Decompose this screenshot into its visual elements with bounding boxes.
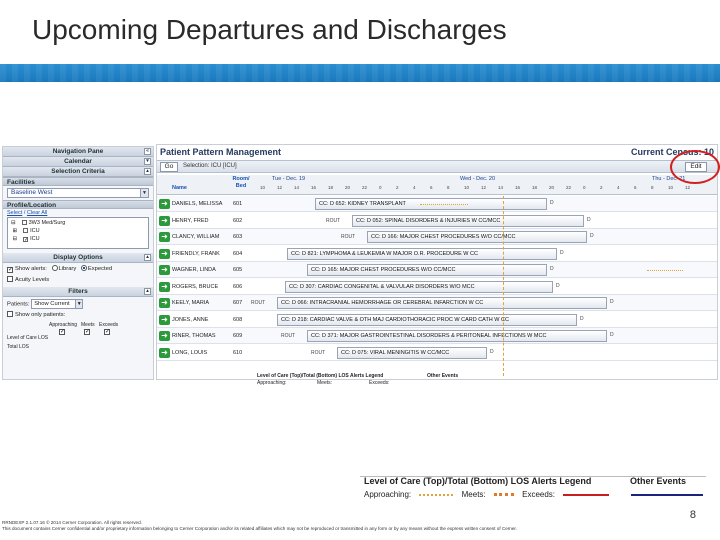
discharge-marker: D bbox=[587, 216, 591, 223]
app-screenshot bbox=[0, 140, 720, 400]
approaching-indicator bbox=[420, 204, 468, 205]
acuity-checkbox[interactable] bbox=[7, 276, 13, 282]
discharge-marker: D bbox=[560, 249, 564, 256]
discharge-marker: D bbox=[580, 315, 584, 322]
approaching-dotted-line bbox=[419, 494, 453, 496]
legend-meets: Meets: bbox=[461, 490, 486, 499]
hour-tick-label: 6 bbox=[634, 185, 637, 190]
hour-tick-label: 2 bbox=[600, 185, 603, 190]
collapse-icon[interactable]: ▴ bbox=[144, 254, 151, 261]
navigation-pane-header bbox=[3, 147, 153, 157]
table-row[interactable] bbox=[157, 295, 717, 311]
table-row[interactable] bbox=[157, 312, 717, 328]
filters-header[interactable] bbox=[3, 287, 153, 297]
go-arrow-icon[interactable]: ➜ bbox=[159, 265, 170, 275]
discharge-marker: D bbox=[610, 299, 614, 305]
expand-icon[interactable]: ▾ bbox=[144, 158, 151, 165]
hour-tick-label: 20 bbox=[549, 185, 555, 190]
discharge-marker: D bbox=[550, 266, 554, 272]
hour-tick-label: 14 bbox=[294, 185, 300, 190]
patient-name[interactable]: HENRY, FRED bbox=[172, 217, 209, 224]
rout-label: ROUT bbox=[341, 234, 356, 240]
exceeds-line bbox=[563, 494, 609, 496]
toolbar bbox=[157, 160, 717, 173]
select-link[interactable]: Select bbox=[7, 210, 23, 216]
rout-label: ROUT bbox=[311, 349, 326, 356]
loc-los-label: Level of Care LOS bbox=[7, 335, 49, 341]
patients-filter bbox=[7, 299, 149, 309]
exceeds-col: Exceeds bbox=[99, 322, 119, 328]
hour-tick-label: 18 bbox=[532, 185, 538, 190]
discharge-marker: D bbox=[490, 348, 494, 355]
care-bar[interactable]: CC: D 652: KIDNEY TRANSPLANT bbox=[315, 198, 547, 210]
legend-approaching: Approaching: bbox=[364, 490, 412, 499]
hour-tick-label: 4 bbox=[413, 185, 416, 190]
table-row[interactable] bbox=[157, 328, 717, 344]
show-alerts-row bbox=[7, 265, 149, 274]
patient-name[interactable]: DANIELS, MELISSA bbox=[172, 201, 223, 207]
go-arrow-icon[interactable]: ➜ bbox=[159, 315, 170, 325]
patient-name[interactable]: WAGNER, LINDA bbox=[172, 267, 216, 273]
go-arrow-icon[interactable]: ➜ bbox=[159, 232, 170, 242]
hour-tick-label: 10 bbox=[260, 185, 266, 190]
footer-confidential: This document contains Cerner confidential and/or proprietary information belonging to Cerner Corporation and/or its related affiliates which may not be reproduced or transmitted in any form or by any means without the express written consent of Cerner. bbox=[2, 526, 517, 531]
hour-tick-label: 6 bbox=[430, 185, 433, 190]
hour-tick-label: 20 bbox=[345, 185, 351, 190]
legend-exceeds: Exceeds: bbox=[522, 490, 556, 499]
patients-label: Patients: bbox=[7, 301, 30, 308]
patient-name[interactable]: ROGERS, BRUCE bbox=[172, 283, 219, 290]
footer bbox=[2, 520, 702, 532]
tree-node[interactable]: ⊟ 3W3 Med/Surg bbox=[11, 220, 66, 226]
approaching-indicator bbox=[647, 270, 683, 271]
go-arrow-icon[interactable]: ➜ bbox=[159, 216, 170, 226]
care-bar[interactable]: CC: D 307: CARDIAC CONGENITAL & VALVULAR DISORDERS W/O MCC bbox=[285, 281, 553, 293]
patient-name[interactable]: RINER, THOMAS bbox=[172, 333, 216, 339]
hour-tick-label: 8 bbox=[447, 185, 450, 190]
show-only-label: Show only patients: bbox=[15, 312, 66, 318]
hour-tick-label: 12 bbox=[481, 185, 487, 190]
patient-room: 602 bbox=[233, 217, 243, 224]
display-options-header[interactable] bbox=[3, 253, 153, 263]
small-exceeds: Exceeds: bbox=[369, 380, 390, 386]
calendar-title: Calendar bbox=[64, 158, 92, 165]
hour-tick-label: 12 bbox=[685, 185, 691, 190]
go-button[interactable]: Go bbox=[160, 162, 178, 172]
navigation-pane bbox=[2, 146, 154, 380]
approaching-col: Approaching bbox=[49, 322, 78, 328]
acuity-row bbox=[7, 276, 149, 285]
table-row[interactable] bbox=[157, 196, 717, 212]
page-number: 8 bbox=[689, 509, 696, 521]
other-events-line bbox=[631, 494, 703, 496]
patient-room: 603 bbox=[233, 234, 243, 240]
care-bar[interactable]: CC: D 371: MAJOR GASTROINTESTINAL DISORDERS & PERITONEAL INFECTIONS W MCC bbox=[307, 330, 607, 342]
hour-tick-label: 10 bbox=[464, 185, 470, 190]
rout-label: ROUT bbox=[326, 217, 341, 224]
exceeds-checkbox[interactable]: ✓ bbox=[105, 329, 111, 335]
hour-tick-label: 18 bbox=[328, 185, 334, 190]
patient-name[interactable]: LONG, LOUIS bbox=[172, 349, 208, 356]
go-arrow-icon[interactable]: ➜ bbox=[159, 331, 170, 341]
checkbox[interactable] bbox=[22, 220, 27, 225]
patient-room: 606 bbox=[233, 283, 243, 290]
discharge-marker: D bbox=[550, 200, 554, 206]
hour-tick-label: 0 bbox=[583, 185, 586, 190]
care-bar[interactable]: CC: D 821: LYMPHOMA & LEUKEMIA W MAJOR O.R. PROCEDURE W CC bbox=[287, 248, 557, 260]
tree-node-label: ICU bbox=[30, 236, 40, 242]
tree-node-label: ICU bbox=[30, 228, 40, 234]
navigation-pane-title: Navigation Pane bbox=[52, 148, 104, 155]
hour-tick-label: 4 bbox=[617, 185, 620, 190]
go-arrow-icon[interactable]: ➜ bbox=[159, 282, 170, 292]
go-arrow-icon[interactable]: ➜ bbox=[159, 348, 170, 358]
checkbox[interactable] bbox=[23, 228, 28, 233]
meets-checkbox[interactable]: ✓ bbox=[85, 329, 91, 335]
legend-other-events: Other Events bbox=[630, 476, 687, 486]
facility-value: Baseline West bbox=[11, 189, 53, 196]
tree-node[interactable]: ⊟✓ ICU bbox=[11, 235, 145, 243]
patient-room: 601 bbox=[233, 201, 243, 207]
go-arrow-icon[interactable]: ➜ bbox=[159, 249, 170, 259]
patient-room: 604 bbox=[233, 250, 243, 257]
discharge-marker: D bbox=[556, 282, 560, 289]
select-links: Select / Clear All bbox=[7, 210, 48, 216]
rout-label: ROUT bbox=[251, 300, 266, 306]
facility-select[interactable] bbox=[7, 188, 149, 198]
table-row[interactable] bbox=[157, 262, 717, 278]
display-options-title: Display Options bbox=[53, 254, 103, 261]
acuity-label: Acuity Levels bbox=[15, 277, 50, 283]
care-bar[interactable]: CC: D 165: MAJOR CHEST PROCEDURES W/O CC/MCC bbox=[307, 264, 547, 276]
discharge-marker: D bbox=[610, 332, 614, 338]
small-meets: Meets: bbox=[317, 380, 333, 386]
table-row[interactable] bbox=[157, 345, 717, 361]
show-alerts-checkbox[interactable]: ✓ bbox=[8, 267, 14, 273]
show-only-row bbox=[7, 311, 149, 320]
rout-label: ROUT bbox=[281, 333, 296, 339]
patient-room: 610 bbox=[233, 349, 243, 356]
approaching-checkbox[interactable]: ✓ bbox=[60, 329, 66, 335]
small-legend-other: Other Events bbox=[427, 373, 459, 379]
patient-name[interactable]: JONES, ANNE bbox=[172, 316, 209, 323]
hour-tick-label: 16 bbox=[311, 185, 317, 190]
day-label: Tue - Dec. 19 bbox=[272, 176, 306, 182]
patients-value: Show Current bbox=[34, 301, 70, 307]
meets-col: Meets bbox=[81, 322, 95, 328]
patient-room: 607 bbox=[233, 300, 243, 306]
location-tree bbox=[7, 217, 149, 249]
tree-node[interactable]: ⊞ ICU bbox=[11, 228, 40, 234]
title-band bbox=[0, 64, 720, 82]
tree-node-label: 3W3 Med/Surg bbox=[28, 220, 66, 226]
current-census: Current Census: 10 bbox=[630, 147, 714, 157]
small-approaching: Approaching: bbox=[257, 380, 287, 386]
care-bar[interactable]: CC: D 052: SPINAL DISORDERS & INJURIES W CC/MCC bbox=[352, 215, 584, 227]
footer-copyright: RRNDEXP 2.1.07.16 © 2014 Cerner Corporation. All rights reserved. bbox=[2, 520, 142, 525]
go-arrow-icon[interactable]: ➜ bbox=[159, 199, 170, 209]
small-legend-title: Level of Care (Top)/Total (Bottom) LOS Alerts Legend bbox=[257, 373, 384, 379]
hour-tick-label: 22 bbox=[566, 185, 572, 190]
table-row[interactable] bbox=[157, 213, 717, 229]
calendar-header[interactable] bbox=[3, 157, 153, 167]
patient-room: 609 bbox=[233, 333, 243, 339]
los-alerts-legend bbox=[360, 476, 716, 506]
patients-select[interactable] bbox=[31, 299, 83, 309]
panel-title: Patient Pattern Management bbox=[160, 147, 282, 157]
profile-location-label: Profile/Location bbox=[3, 200, 153, 209]
expected-label: Expected bbox=[87, 266, 113, 272]
legend-row bbox=[364, 490, 703, 499]
meets-dotted-line bbox=[494, 493, 514, 496]
collapse-icon[interactable]: ▴ bbox=[144, 168, 151, 175]
column-header bbox=[157, 175, 717, 195]
chevron-down-icon[interactable]: ▼ bbox=[76, 301, 82, 307]
collapse-icon[interactable]: ▴ bbox=[144, 288, 151, 295]
patient-name[interactable]: KEELY, MARIA bbox=[172, 300, 210, 306]
patient-pattern-panel bbox=[156, 144, 718, 386]
library-label: Library bbox=[58, 266, 77, 272]
care-bar[interactable]: CC: D 066: INTRACRANIAL HEMORRHAGE OR CEREBRAL INFARCTION W CC bbox=[277, 297, 607, 309]
legend-title: Level of Care (Top)/Total (Bottom) LOS Alerts Legend bbox=[364, 476, 592, 486]
total-los-label: Total LOS bbox=[7, 344, 29, 350]
patient-room: 608 bbox=[233, 316, 243, 323]
edit-button[interactable]: Edit bbox=[685, 162, 707, 172]
chevron-down-icon[interactable]: ▼ bbox=[140, 189, 148, 197]
care-bar[interactable]: CC: D 075: VIRAL MENINGITIS W CC/MCC bbox=[337, 347, 487, 359]
selection-text: Selection: ICU [ICU] bbox=[183, 163, 237, 169]
hour-tick-label: 8 bbox=[651, 185, 654, 190]
go-arrow-icon[interactable]: ➜ bbox=[159, 298, 170, 308]
library-radio[interactable] bbox=[52, 265, 58, 271]
selection-criteria-header[interactable] bbox=[3, 167, 153, 177]
show-only-checkbox[interactable] bbox=[7, 311, 13, 317]
hour-tick-label: 14 bbox=[498, 185, 504, 190]
day-label: Wed - Dec. 20 bbox=[460, 176, 496, 182]
checkbox-checked[interactable] bbox=[23, 237, 28, 242]
collapse-icon[interactable]: « bbox=[144, 148, 151, 155]
table-row[interactable] bbox=[157, 229, 717, 245]
expected-radio[interactable] bbox=[81, 265, 87, 271]
current-time-line bbox=[503, 196, 504, 376]
show-alerts-label: Show alerts: bbox=[15, 266, 47, 272]
day-label: Thu - Dec. 21 bbox=[652, 176, 686, 182]
hour-tick-label: 22 bbox=[362, 185, 368, 190]
edit-highlight-circle bbox=[670, 150, 720, 184]
patient-name[interactable]: FRIENDLY, FRANK bbox=[172, 250, 220, 257]
name-column-header[interactable]: Name bbox=[172, 185, 187, 191]
selection-criteria-title: Selection Criteria bbox=[51, 168, 105, 175]
table-row[interactable] bbox=[157, 246, 717, 262]
hour-tick-label: 2 bbox=[396, 185, 399, 190]
patient-name[interactable]: CLANCY, WILLIAM bbox=[172, 234, 220, 240]
hour-tick-label: 16 bbox=[515, 185, 521, 190]
facilities-label: Facilities bbox=[3, 177, 153, 186]
discharge-marker: D bbox=[590, 233, 594, 239]
care-bar[interactable]: CC: D 218: CARDIAC VALVE & OTH MAJ CARDIOTHORACIC PROC W CARD CATH W CC bbox=[277, 314, 577, 326]
room-column-header[interactable]: Room/ Bed bbox=[232, 176, 250, 189]
patient-room: 605 bbox=[233, 267, 243, 273]
hour-tick-label: 0 bbox=[379, 185, 382, 190]
alert-filter-grid bbox=[3, 322, 153, 360]
care-bar[interactable]: CC: D 166: MAJOR CHEST PROCEDURES W/O CC/MCC bbox=[367, 231, 587, 243]
hour-tick-label: 10 bbox=[668, 185, 674, 190]
filters-title: Filters bbox=[68, 288, 88, 295]
clear-all-link[interactable]: Clear All bbox=[26, 210, 48, 216]
slide-title: Upcoming Departures and Discharges bbox=[32, 14, 507, 45]
hour-tick-label: 12 bbox=[277, 185, 283, 190]
table-row[interactable] bbox=[157, 279, 717, 295]
